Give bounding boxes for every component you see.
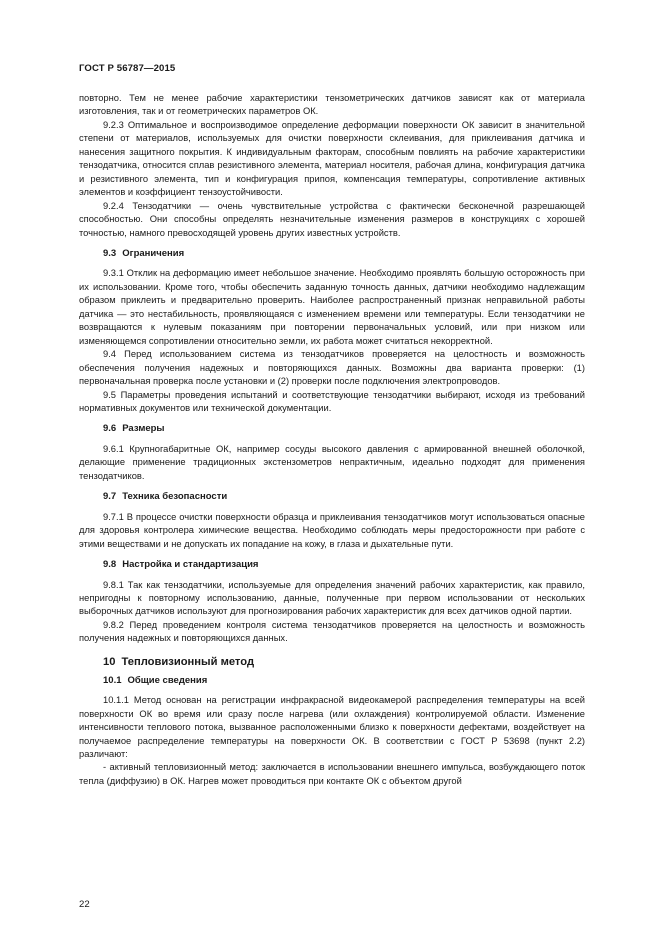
heading-9-7 <box>79 490 585 503</box>
heading-9-8 <box>79 558 585 571</box>
paragraph-9-2-4: 9.2.4 Тензодатчики — очень чувствительные устройства с фактически бесконечной разрешающей способностью. Они способны определять незначительные изменения размеров в конструкциях с хорошей точностью, намного превосходящей уровень других известных устройств. <box>79 200 585 238</box>
paragraph-active-method: - активный тепловизионный метод: заключается в использовании внешнего импульса, возбуждающего поток тепла (диффузию) в ОК. Нагрев может проводиться при контакте ОК с объектом другой <box>79 762 585 786</box>
paragraph-9-3-1: 9.3.1 Отклик на деформацию имеет небольшое значение. Необходимо проявлять большую осторожность при их использовании. Кроме того, чтобы обеспечить заданную точность данных, датчики необходимо надлежащим образом приклеить и предварительно проверить. Наиболее распространенный признак неправильной работы датчика — это нестабильность, проявляющаяся с изменением времени или температуры. Если тензодатчики не возвращаются к нулевым показаниям при повторении первоначальных условий, или при низком или изменяющемся сопротивлении относительно земли, их работа может считаться некорректной. <box>79 268 585 346</box>
heading-10 <box>79 655 585 669</box>
heading-title: Техника безопасности <box>122 491 228 503</box>
heading-9-3 <box>79 247 585 260</box>
paragraph-9-5: 9.5 Параметры проведения испытаний и соответствующие тензодатчики выбирают, исходя из требований нормативных документов или технической документации. <box>79 389 585 413</box>
heading-title: Настройка и стандартизация <box>122 559 259 571</box>
paragraph-9-6-1: 9.6.1 Крупногабаритные ОК, например сосуды высокого давления с армированной внешней оболочкой, делающие применение традиционных экстензометров непрактичным, идеально подходят для применения тензодатчиков. <box>79 443 585 481</box>
heading-number: 10 <box>103 655 116 668</box>
paragraph-9-8-1: 9.8.1 Так как тензодатчики, используемые для определения значений рабочих характеристик, как правило, непригодны к повторному использованию, данные, полученные при первом использовании от нескольких выборочных датчиков используют для прогнозирования рабочих характеристик для всех датчиков одной партии. <box>79 579 585 617</box>
paragraph-continued: повторно. Тем не менее рабочие характеристики тензометрических датчиков зависят как от материала изготовления, так и от геометрических параметров ОК. <box>79 93 585 117</box>
heading-title: Тепловизионный метод <box>121 655 255 668</box>
paragraph-9-8-2: 9.8.2 Перед проведением контроля система тензодатчиков проверяется на целостность и возможность получения надежных и повторяющихся данных. <box>79 619 585 644</box>
heading-9-6 <box>79 422 585 435</box>
heading-title: Ограничения <box>122 247 185 259</box>
document-body <box>79 92 585 788</box>
paragraph-9-4: 9.4 Перед использованием система из тензодатчиков проверяется на целостность и возможность обеспечения получения надежных и повторяющихся данных. Возможны два варианта проверки: (1) первоначальная проверка после установки и (2) проверки после подключения электропроводов. <box>79 349 585 387</box>
heading-number: 10.1 <box>103 674 122 686</box>
paragraph-9-2-3: 9.2.3 Оптимальное и воспроизводимое определение деформации поверхности ОК зависит в значительной степени от материалов, используемых для очистки поверхности склеивания, для приклеивания датчика и нанесения защитного покрытия. К индивидуальным факторам, способным повлиять на рабочие характеристики тензодатчика, относится сплав резистивного элемента, материал носителя, рабочая длина, конфигурация датчика и резистивного элемента, тип и конфигурация припоя, компенсация температуры, сопротивление активных элементов и коэффициент тензоустойчивости. <box>79 119 585 198</box>
paragraph-9-7-1: 9.7.1 В процессе очистки поверхности образца и приклеивания тензодатчиков могут использоваться опасные для здоровья контролера химические вещества. Необходимо соблюдать меры предосторожности при работе с этими веществами и не допускать их попадание на кожу, в глаза и дыхательные пути. <box>79 511 585 549</box>
page-number: 22 <box>79 899 90 910</box>
heading-number: 9.8 <box>103 559 117 571</box>
heading-number: 9.6 <box>103 423 117 435</box>
heading-number: 9.7 <box>103 491 117 503</box>
heading-10-1 <box>79 674 585 687</box>
heading-title: Размеры <box>122 423 165 435</box>
heading-number: 9.3 <box>103 247 117 259</box>
paragraph-10-1-1: 10.1.1 Метод основан на регистрации инфракрасной видеокамерой распределения температуры на всей поверхности ОК во время или сразу после нагрева (или охлаждения) контролируемой области. Изменение интенсивности теплового потока, вызванное расположенными близко к поверхности дефектами, воздействует на получаемое распределение температуры на поверхности ОК. В соответствии с ГОСТ Р 53698 (пункт 2.2) различают: <box>79 695 585 760</box>
document-header: ГОСТ Р 56787—2015 <box>79 63 176 74</box>
heading-title: Общие сведения <box>127 674 208 686</box>
